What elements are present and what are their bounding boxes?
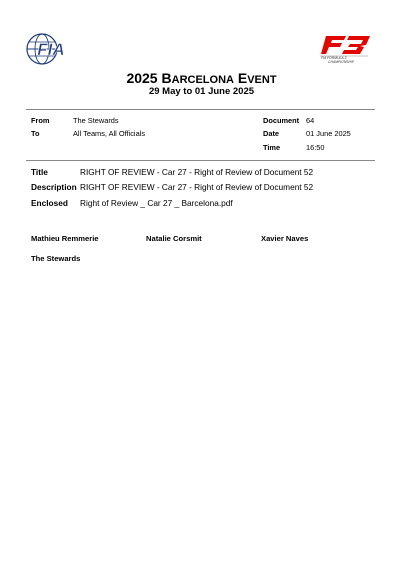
- description-label: Description: [31, 182, 77, 192]
- enclosed-label: Enclosed: [31, 198, 68, 208]
- steward-name-2: Natalie Corsmit: [146, 234, 202, 243]
- date-value: 01 June 2025: [306, 129, 351, 138]
- from-label: From: [31, 116, 50, 125]
- signature-footer: The Stewards: [31, 254, 81, 263]
- title-value: RIGHT OF REVIEW - Car 27 - Right of Review of Document 52: [80, 167, 314, 177]
- f3-championship-logo: [318, 34, 374, 64]
- date-label: Date: [263, 129, 280, 138]
- time-label: Time: [263, 143, 281, 152]
- event-dates: 29 May to 01 June 2025: [148, 86, 255, 97]
- time-value: 16:50: [306, 143, 325, 152]
- enclosed-value: Right of Review _ Car 27 _ Barcelona.pdf: [80, 198, 233, 208]
- svg-text:CHAMPIONSHIP: CHAMPIONSHIP: [328, 60, 355, 64]
- svg-text:FIA: FIA: [37, 40, 65, 59]
- from-value: The Stewards: [73, 116, 119, 125]
- to-value: All Teams, All Officials: [73, 129, 146, 138]
- steward-name-1: Mathieu Remmerie: [31, 234, 99, 243]
- to-label: To: [31, 129, 40, 138]
- description-value: RIGHT OF REVIEW - Car 27 - Right of Review of Document 52: [80, 182, 314, 192]
- steward-name-3: Xavier Naves: [261, 234, 309, 243]
- document-label: Document: [263, 116, 300, 125]
- fia-logo: [26, 33, 74, 65]
- title-label: Title: [31, 167, 48, 177]
- divider-top: [26, 109, 375, 110]
- divider-bottom: [26, 160, 375, 161]
- document-value: 64: [306, 116, 315, 125]
- svg-text:FIA FORMULA 3: FIA FORMULA 3: [321, 56, 347, 60]
- event-title: 2025 BARCELONA EVENT: [126, 70, 277, 86]
